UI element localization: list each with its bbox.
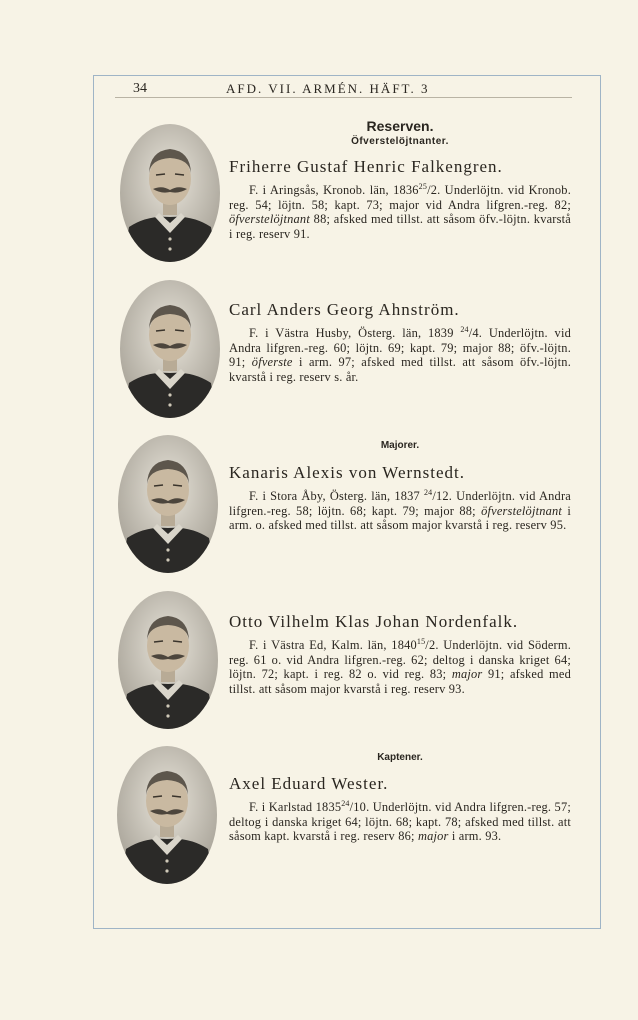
bio-segment: major [417, 829, 449, 843]
subsection-ofverstelojtnanter: Öfverstelöjtnanter. [351, 136, 449, 147]
bio-segment: F. i Karlstad 1835 [249, 800, 342, 814]
bio-segment: F. i Aringsås, Kronob. län, 1836 [249, 183, 419, 197]
bio-segment: 91; afsked med tillst. att såsom major kvarstå i reg. reserv 93. [229, 667, 571, 696]
entry-name: Otto Vilhelm Klas Johan Nordenfalk. [229, 612, 519, 631]
subsection-kaptener: Kaptener. [377, 752, 423, 763]
entry-bio [229, 489, 571, 533]
bio-segment: /2. Underlöjtn. vid Kronob. reg. 54; löjtn. 58; kapt. 73; major vid Andra lifgren.-reg. 82; [229, 183, 571, 212]
entry-name: Axel Eduard Wester. [229, 774, 389, 793]
portrait-image [117, 590, 219, 730]
section-heading-reserven: Reserven. [366, 118, 434, 134]
bio-segment: i arm. 97; afsked med tillst. att såsom öfv.-löjtn. kvarstå i reg. reserv s. år. [229, 355, 571, 384]
bio-segment: 24 [460, 324, 469, 334]
header-rule [115, 97, 572, 98]
entry-bio [229, 638, 571, 696]
bio-segment: major [451, 667, 483, 681]
bio-segment: 24 [423, 487, 433, 497]
bio-segment: öfverstelöjtnant [229, 212, 310, 226]
bio-segment: /4. Underlöjtn. vid Andra lifgren.-reg. 60; löjtn. 69; kapt. 79; major 88; öfv.-löjtn. 91; [229, 326, 571, 369]
entry-bio [229, 326, 571, 384]
bio-segment: i arm. 93. [448, 829, 502, 843]
portrait-wernstedt [117, 434, 219, 574]
running-title: AFD. VII. ARMÉN. HÄFT. 3 [226, 81, 430, 96]
entry-name: Kanaris Alexis von Wernstedt. [229, 463, 466, 482]
portrait-image [116, 745, 218, 885]
bio-segment: /2. Underlöjtn. vid Söderm. reg. 61 o. vid Andra lifgren.-reg. 62; deltog i danska kriget 64; löjtn. 72; kapt. i reg. 82 o. vid reg. 83; [229, 638, 572, 681]
entry-wernstedt [229, 463, 571, 533]
entry-falkengren [229, 157, 571, 241]
bio-segment: /12. Underlöjtn. vid Andra lifgren.-reg. 58; löjtn. 68; kapt. 79; major 88; [229, 489, 571, 518]
bio-segment: F. i Västra Ed, Kalm. län, 1840 [249, 638, 417, 652]
bio-segment: öfverstelöjtnant [481, 503, 563, 518]
bio-segment: 88; afsked med tillst. att såsom öfv.-löjtn. kvarstå i reg. reserv 91. [229, 212, 571, 241]
bio-segment: 24 [341, 798, 350, 808]
entry-name: Carl Anders Georg Ahnström. [229, 300, 460, 319]
bio-segment: 25 [418, 181, 428, 191]
entry-wester [229, 774, 571, 844]
subsection-majorer: Majorer. [380, 440, 420, 451]
running-header [133, 79, 573, 97]
page-number: 34 [133, 81, 147, 96]
entry-name: Friherre Gustaf Henric Falkengren. [229, 157, 503, 176]
bio-segment: 15 [416, 636, 426, 646]
entry-ahnstrom [229, 300, 571, 384]
portrait-image [117, 434, 219, 574]
bio-segment: F. i Västra Husby, Österg. län, 1839 [249, 326, 461, 340]
portrait-ahnstrom [119, 279, 221, 419]
bio-segment: öfverste [251, 355, 293, 369]
entry-nordenfalk [229, 612, 571, 696]
bio-segment: i arm. o. afsked med tillst. att såsom major kvarstå i reg. reserv 95. [229, 503, 571, 532]
portrait-wester [116, 745, 218, 885]
portrait-falkengren [119, 123, 221, 263]
portrait-image [119, 279, 221, 419]
entry-bio [229, 183, 571, 241]
portrait-image [119, 123, 221, 263]
bio-segment: F. i Stora Åby, Österg. län, 1837 [249, 489, 424, 503]
entry-bio [229, 800, 571, 844]
bio-segment: /10. Underlöjtn. vid Andra lifgren.-reg. 57; deltog i danska kriget 64; löjtn. 68; kapt. 78; afsked med tillst. att såsom kapt. kvarstå i reg. reserv 86; [229, 800, 571, 843]
portrait-nordenfalk [117, 590, 219, 730]
